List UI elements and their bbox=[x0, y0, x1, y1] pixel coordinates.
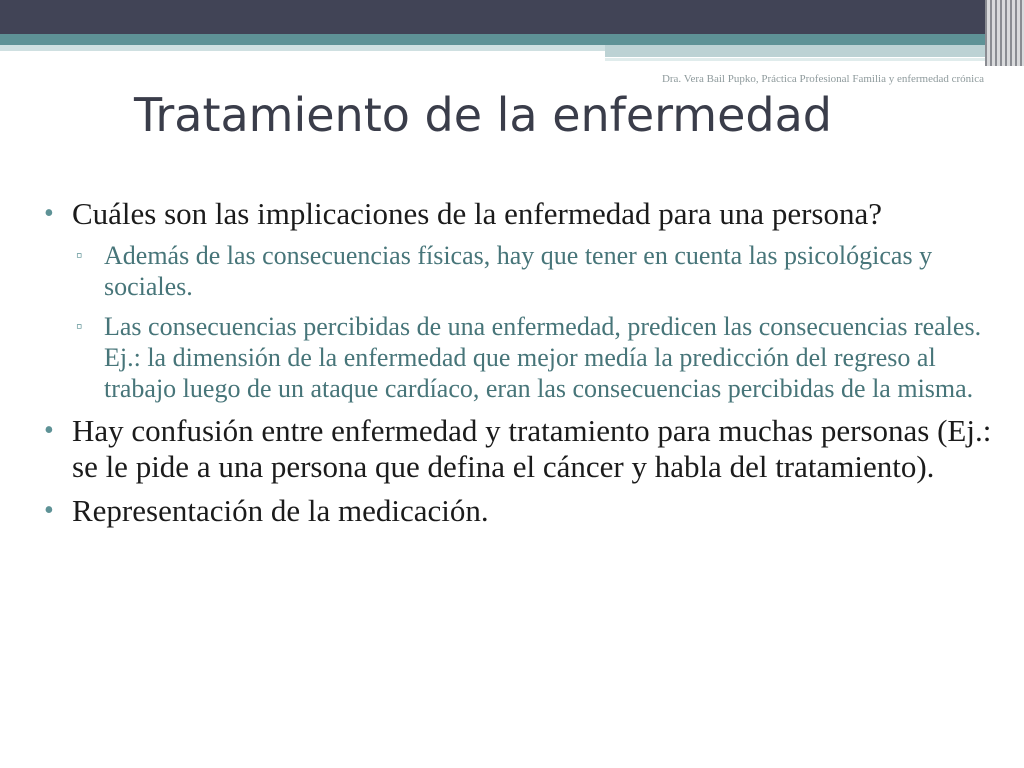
bullet-confusion bbox=[44, 413, 1004, 485]
header-band-step bbox=[605, 45, 985, 57]
bullet-implications-text: Cuáles son las implicaciones de la enfermedad para una persona? bbox=[72, 196, 882, 231]
sub-bullet-perceived-consequences bbox=[72, 311, 1004, 404]
header-band-teal bbox=[0, 34, 1024, 45]
sub-bullet-marker: ▫ bbox=[76, 245, 83, 265]
bullet-dot: • bbox=[44, 495, 54, 526]
sub-bullet-marker: ▫ bbox=[76, 316, 83, 336]
header-band-thin bbox=[605, 58, 985, 61]
bullet-dot: • bbox=[44, 415, 54, 446]
slide-body bbox=[44, 196, 1004, 537]
sub-bullet-list bbox=[72, 240, 1004, 404]
header-stripes-decoration bbox=[985, 0, 1024, 66]
bullet-medication-text: Representación de la medicación. bbox=[72, 493, 489, 528]
bullet-medication bbox=[44, 493, 1004, 529]
bullet-dot: • bbox=[44, 198, 54, 229]
sub-bullet-perceived-consequences-text: Las consecuencias percibidas de una enfermedad, predicen las consecuencias reales. Ej.: la dimensión de la enfermedad que mejor medía la predicción del regreso al trabajo luego de un ataque cardíaco, eran las consecuencias percibidas de la misma. bbox=[104, 312, 982, 403]
header-band-light bbox=[0, 45, 605, 51]
header-band-dark bbox=[0, 0, 1024, 34]
sub-bullet-physical-consequences-text: Además de las consecuencias físicas, hay que tener en cuenta las psicológicas y sociales. bbox=[104, 241, 933, 301]
slide-attribution: Dra. Vera Bail Pupko, Práctica Profesional Familia y enfermedad crónica bbox=[661, 73, 984, 85]
slide-title: Tratamiento de la enfermedad bbox=[134, 88, 832, 142]
bullet-implications bbox=[44, 196, 1004, 404]
sub-bullet-physical-consequences bbox=[72, 240, 1004, 302]
bullet-confusion-text: Hay confusión entre enfermedad y tratamiento para muchas personas (Ej.: se le pide a una persona que defina el cáncer y habla del tratamiento). bbox=[72, 413, 992, 484]
